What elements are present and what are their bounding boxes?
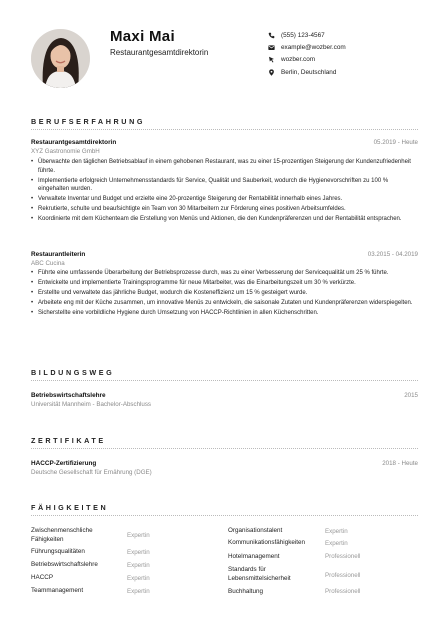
contact-website[interactable] (267, 54, 346, 66)
location-text: Berlin, Deutschland (281, 68, 337, 76)
skill-level: Expertin (325, 528, 348, 535)
phone-icon (267, 31, 276, 40)
certificate-dates: 2018 - Heute (382, 460, 418, 467)
candidate-title: Restaurantgesamtdirektorin (110, 48, 209, 57)
skill-level: Expertin (127, 588, 150, 595)
job-bullets (31, 158, 418, 225)
job-dates: 05.2019 - Heute (373, 139, 418, 146)
job-dates: 03.2015 - 04.2019 (367, 251, 418, 258)
skill-level: Expertin (127, 562, 150, 569)
contact-phone (267, 29, 346, 41)
job-company: ABC Cucina (31, 260, 65, 267)
skill-name: HACCP (31, 574, 54, 581)
job-title: Restaurantgesamtdirektorin (31, 139, 117, 146)
list-item: • Erstellte und verwaltete das jährliche Budget, wodurch die Kosteneffizienz um 15 % gesteigert wurde. (31, 289, 418, 298)
list-item: • Koordinierte mit dem Küchenteam die Erstellung von Menüs und Aktionen, die den Kundenpräferenzen und der Rentabilität entsprachen. (31, 215, 418, 224)
phone-text: (555) 123-4567 (281, 31, 325, 39)
list-item: • Überwachte den täglichen Betriebsablauf in einem gehobenen Restaurant, was zu einer 15-prozentigen Steigerung der Kundenzufriedenheit führte. (31, 158, 418, 176)
link-icon (267, 55, 276, 64)
skills-heading: FÄHIGKEITEN (31, 503, 109, 512)
education-degree: Betriebswirtschaftslehre (31, 392, 106, 399)
job-company: XYZ Gastronomie GmbH (31, 148, 100, 155)
email-icon (267, 43, 276, 52)
skill-level: Expertin (127, 575, 150, 582)
certificates-divider (31, 448, 418, 449)
skill-name: Betriebswirtschaftslehre (31, 561, 98, 568)
skill-name: Organisationstalent (228, 527, 283, 534)
certificates-heading: ZERTIFIKATE (31, 436, 106, 445)
experience-divider (31, 129, 418, 130)
education-year: 2015 (404, 392, 418, 399)
skill-level: Expertin (127, 549, 150, 556)
skill-level: Professionell (325, 588, 361, 595)
experience-heading: BERUFSERFAHRUNG (31, 117, 146, 126)
contact-location (267, 66, 346, 78)
skill-level: Expertin (127, 532, 150, 539)
website-text[interactable]: wozber.com (281, 56, 316, 64)
contact-list (267, 29, 346, 78)
skill-name: Buchhaltung (228, 588, 264, 595)
list-item: • Rekrutierte, schulte und beaufsichtigte ein Team von 30 Mitarbeitern zur Förderung eines positiven Arbeitsumfeldes. (31, 205, 418, 214)
skill-name: Standards für Lebensmittelsicherheit (228, 566, 291, 582)
avatar (31, 29, 90, 88)
email-text[interactable]: example@wozber.com (281, 43, 346, 51)
skill-level: Professionell (325, 572, 361, 579)
list-item: • Arbeitete eng mit der Küche zusammen, um innovative Menüs zu entwickeln, die saisonale Zutaten und Kundenpräferenzen widerspiegelten. (31, 299, 418, 308)
contact-email[interactable] (267, 41, 346, 53)
certificate-name: HACCP-Zertifizierung (31, 460, 97, 467)
list-item: • Verwaltete Inventar und Budget und erzielte eine 20-prozentige Steigerung der Rentabilität innerhalb eines Jahres. (31, 195, 418, 204)
skill-name: Teammanagement (31, 587, 84, 594)
job-title: Restaurantleiterin (31, 251, 86, 258)
skill-name: Kommunikationsfähigkeiten (228, 539, 306, 546)
education-divider (31, 380, 418, 381)
skills-divider (31, 515, 418, 516)
skill-name: Führungsqualitäten (31, 548, 85, 555)
certificate-issuer: Deutsche Gesellschaft für Ernährung (DGE) (31, 469, 152, 476)
job-bullets (31, 269, 418, 318)
skill-name: Hotelmanagement (228, 553, 280, 560)
list-item: • Führte eine umfassende Überarbeitung der Betriebsprozesse durch, was zu einer Verbesserung der Servicequalität um 25 % führte. (31, 269, 418, 278)
list-item: • Implementierte erfolgreich Unternehmensstandards für Service, Qualität und Sauberkeit, wodurch die Hygienevorschriften zu 100 % eingehalten wurden. (31, 177, 418, 195)
list-item: • Sicherstellte eine vorbildliche Hygiene durch Umsetzung von HACCP-Richtlinien in allen Küchenschritten. (31, 309, 418, 318)
profile-photo (31, 29, 90, 88)
list-item: • Entwickelte und implementierte Trainingsprogramme für neue Mitarbeiter, was die Einarbeitungszeit um 30 % verkürzte. (31, 279, 418, 288)
education-school: Universität Mannheim - Bachelor-Abschluss (31, 401, 152, 408)
skill-name: Zwischenmenschliche Fähigkeiten (31, 527, 93, 543)
education-heading: BILDUNGSWEG (31, 368, 115, 377)
candidate-name: Maxi Mai (110, 28, 175, 45)
skill-level: Expertin (325, 540, 348, 547)
skill-level: Professionell (325, 553, 361, 560)
location-icon (267, 68, 276, 77)
